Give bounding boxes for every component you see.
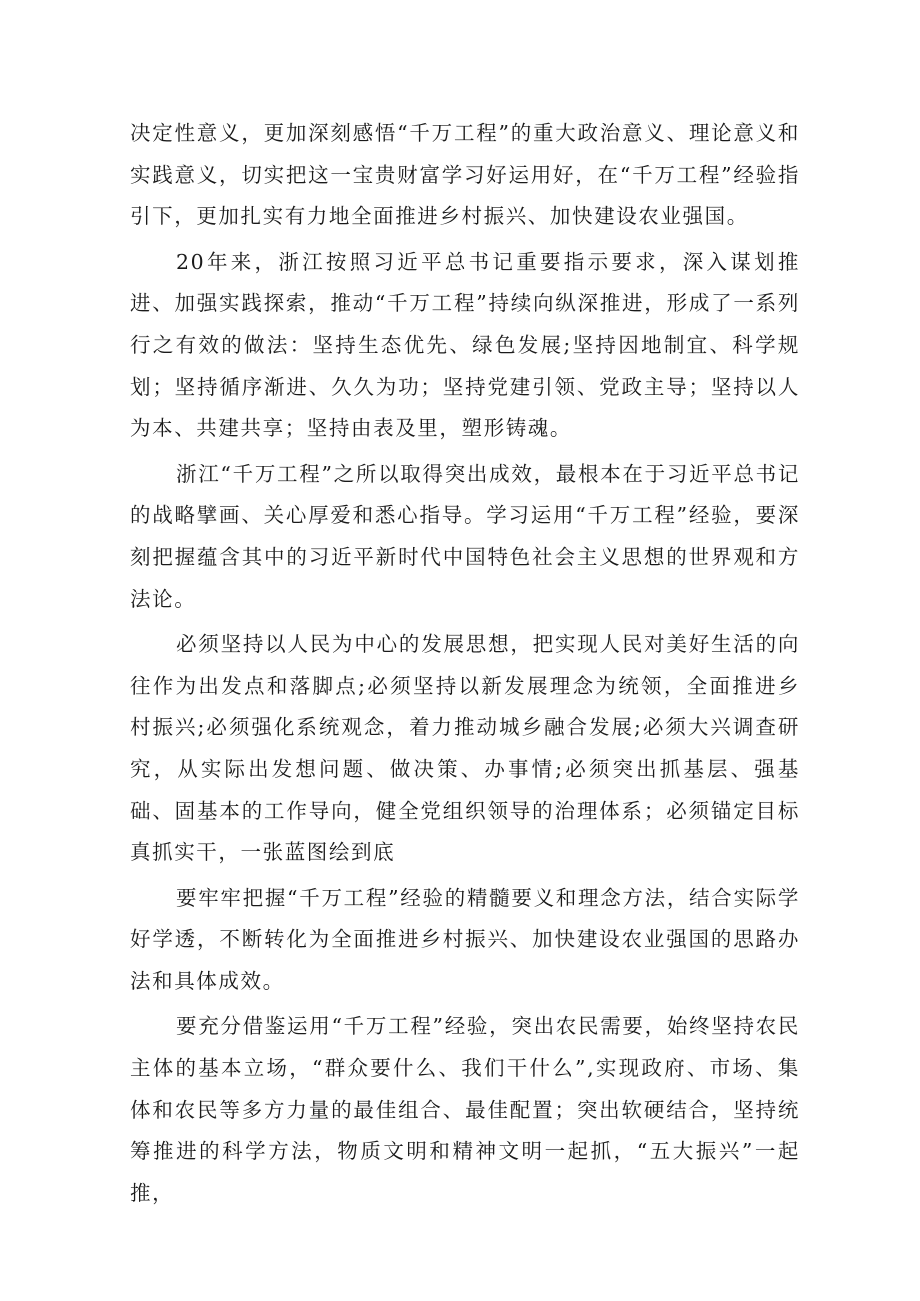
paragraph-1: 决定性意义，更加深刻感悟“千万工程”的重大政治意义、理论意义和实践意义，切实把这一宝贵财富学习好运用好，在“千万工程”经验指引下，更加扎实有力地全面推进乡村振兴、加快建设农业强国。 — [130, 121, 800, 229]
paragraph-5: 要牢牢把握“千万工程”经验的精髓要义和理念方法，结合实际学好学透，不断转化为全面推进乡村振兴、加快建设农业强国的思路办法和具体成效。 — [130, 885, 800, 993]
paragraph-6: 要充分借鉴运用“千万工程”经验，突出农民需要，始终坚持农民主体的基本立场，“群众要什么、我们干什么”,实现政府、市场、集体和农民等多方力量的最佳组合、最佳配置；突出软硬结合，坚持统筹推进的科学方法，物质文明和精神文明一起抓，“五大振兴”一起推， — [130, 1014, 800, 1205]
paragraph-4: 必须坚持以人民为中心的发展思想，把实现人民对美好生活的向往作为出发点和落脚点;必须坚持以新发展理念为统领，全面推进乡村振兴;必须强化系统观念，着力推动城乡融合发展;必须大兴调查研究，从实际出发想问题、做决策、办事情;必须突出抓基层、强基础、固基本的工作导向，健全党组织领导的治理体系；必须锚定目标真抓实干，一张蓝图绘到底 — [130, 632, 800, 865]
paragraph-3: 浙江“千万工程”之所以取得突出成效，最根本在于习近平总书记的战略擘画、关心厚爱和悉心指导。学习运用“千万工程”经验，要深刻把握蕴含其中的习近平新时代中国特色社会主义思想的世界观和方法论。 — [130, 461, 800, 611]
paragraph-2: 20年来，浙江按照习近平总书记重要指示要求，深入谋划推进、加强实践探索，推动“千万工程”持续向纵深推进，形成了一系列行之有效的做法：坚持生态优先、绿色发展;坚持因地制宜、科学规划；坚持循序渐进、久久为功；坚持党建引领、党政主导；坚持以人为本、共建共享；坚持由表及里，塑形铸魂。 — [130, 249, 800, 441]
